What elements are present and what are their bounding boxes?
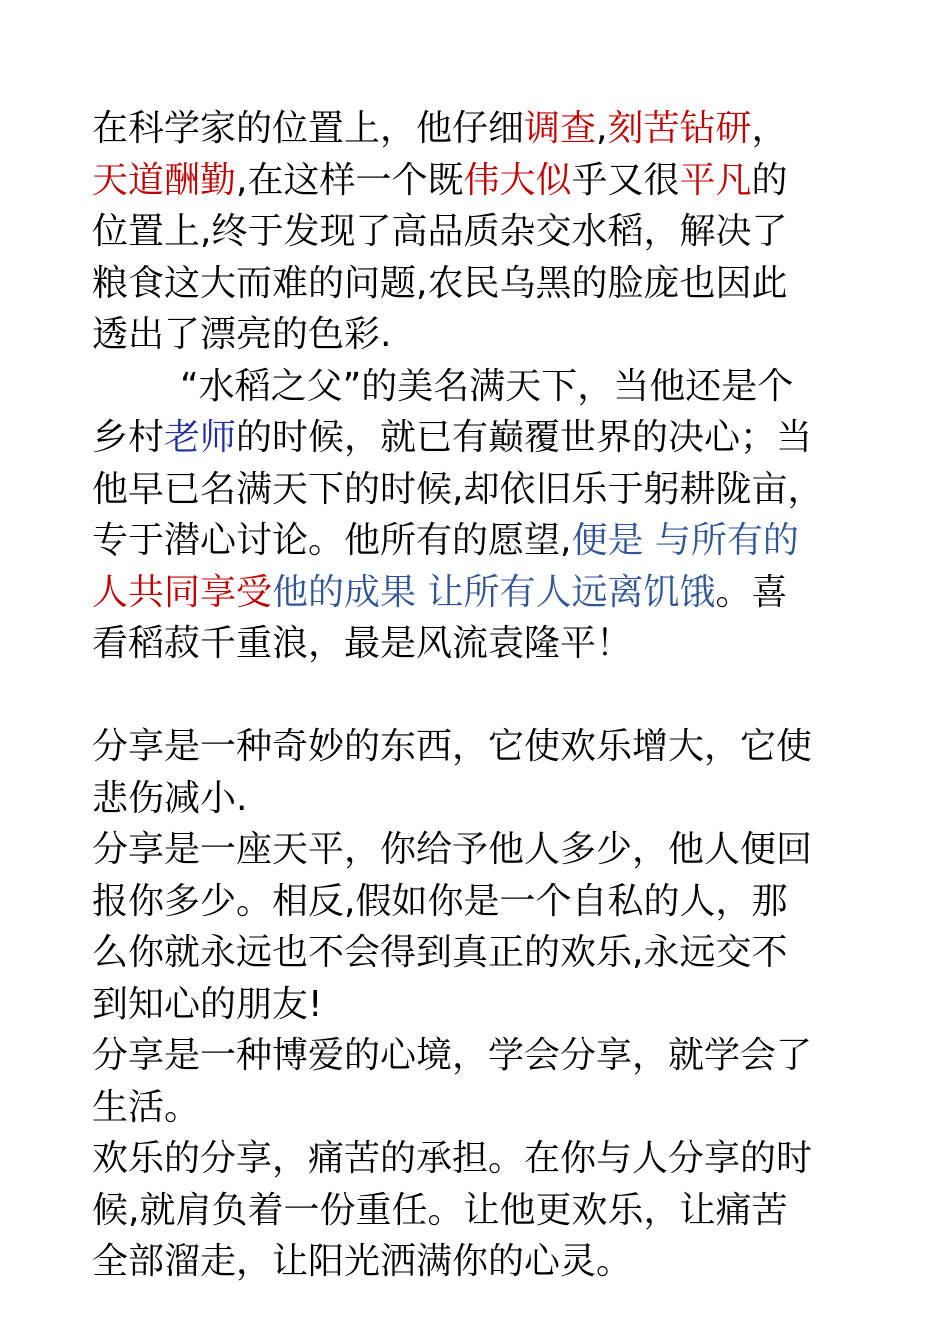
text-run: 专于潜心讨论。他所有的愿望,	[92, 520, 572, 561]
text-line	[92, 206, 872, 258]
paragraph	[92, 361, 872, 670]
text-line	[92, 309, 872, 361]
text-run: 分享是一种博爱的心境，学会分享，就学会了	[92, 1035, 813, 1076]
text-line	[92, 464, 872, 516]
highlighted-text: 人共同享受	[92, 571, 273, 613]
text-run: 透出了漂亮的色彩.	[92, 314, 392, 355]
text-line	[92, 773, 872, 825]
highlighted-text: 伟大似	[463, 159, 572, 201]
paragraph	[92, 103, 872, 361]
text-run: 的	[751, 159, 788, 201]
blank-line	[92, 670, 872, 722]
text-line	[92, 515, 872, 567]
text-run: 粮食这大而难的问题,农民乌黑的脸庞也因此	[92, 262, 788, 304]
text-line	[92, 927, 872, 979]
text-line	[92, 567, 872, 619]
text-run: 位置上,终于发现了高品质杂交水稻，解决了	[92, 211, 788, 252]
text-run: 全部溜走，让阳光洒满你的心灵。	[92, 1241, 633, 1282]
highlighted-text: 他的成果 让所有人远离饥饿	[272, 571, 716, 613]
text-line	[92, 361, 872, 413]
highlighted-text: 天道酬勤	[92, 159, 237, 201]
text-run: 么你就永远也不会得到真正的欢乐,永远交不	[92, 932, 788, 973]
text-line	[92, 1133, 872, 1185]
text-run: ,	[596, 108, 608, 149]
text-run: 乡村	[92, 417, 165, 458]
text-line	[92, 1236, 872, 1288]
text-line	[92, 103, 872, 155]
highlighted-text: 刻苦钻研	[607, 108, 752, 149]
text-run: 。喜	[715, 571, 788, 613]
text-run: 分享是一座天平，你给予他人多少，他人便回	[92, 829, 813, 870]
text-run: 生活。	[92, 1086, 201, 1128]
text-run: 的时候，就已有巅覆世界的决心；当	[236, 417, 813, 458]
text-line	[92, 979, 872, 1031]
text-line	[92, 1185, 872, 1237]
text-run: 他早已名满天下的时候,却依旧乐于躬耕陇亩，	[92, 468, 824, 510]
text-run: 候,就肩负着一份重任。让他更欢乐，让痛苦	[92, 1189, 788, 1231]
text-run: 悲伤减小.	[92, 777, 248, 819]
text-run: 到知心的朋友!	[92, 983, 323, 1025]
highlighted-text: 调查	[524, 108, 597, 149]
text-run: 在科学家的位置上，他仔细	[92, 108, 525, 149]
text-run: 欢乐的分享，痛苦的承担。在你与人分享的时	[92, 1138, 813, 1179]
text-line	[92, 618, 872, 670]
highlighted-text: 便是 与所有的	[571, 520, 799, 561]
text-run: ,在这样一个既	[236, 159, 464, 201]
text-line	[92, 1082, 872, 1134]
text-line	[92, 258, 872, 310]
text-line	[92, 412, 872, 464]
text-run: “水稻之父”的美名满天下，当他还是个	[180, 365, 794, 407]
text-line	[92, 824, 872, 876]
text-run: 分享是一种奇妙的东西，它使欢乐增大，它使	[92, 726, 813, 767]
text-line	[92, 155, 872, 207]
highlighted-text: 老师	[164, 417, 237, 458]
text-run: 报你多少。相反,假如你是一个自私的人，那	[92, 880, 788, 922]
document-page	[92, 103, 872, 1288]
text-line	[92, 876, 872, 928]
highlighted-text: 平凡	[679, 159, 752, 201]
text-line	[92, 1030, 872, 1082]
paragraph	[92, 721, 872, 1288]
text-run: 乎又很	[571, 159, 680, 201]
text-run: 看稻菽千重浪，最是风流袁隆平！	[92, 623, 633, 664]
text-line	[92, 721, 872, 773]
text-run: ，	[751, 108, 788, 149]
